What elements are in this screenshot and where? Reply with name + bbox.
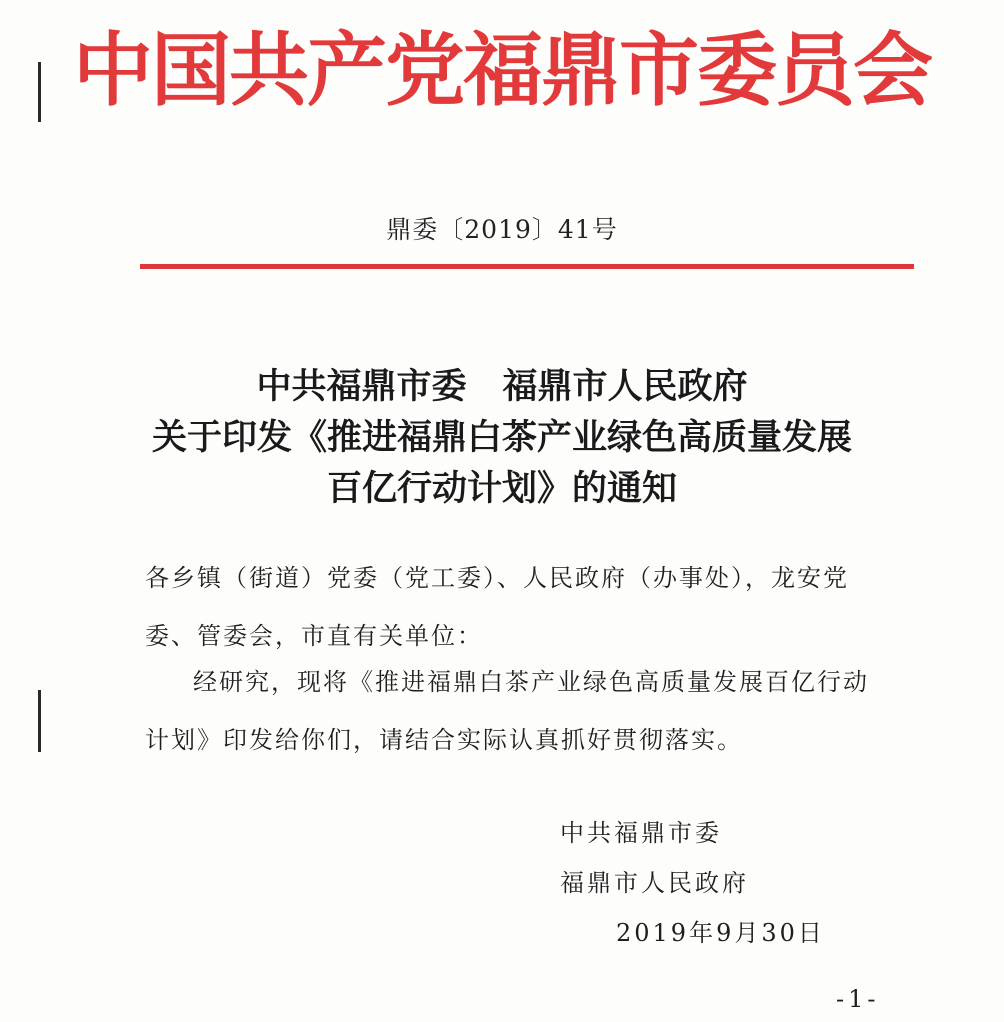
title-line-3: 百亿行动计划》的通知 — [326, 469, 677, 509]
signature-org-government: 福鼎市人民政府 — [560, 869, 749, 897]
signature-date: 2019年9月30日 — [616, 919, 825, 947]
signature-org-party: 中共福鼎市委 — [560, 819, 722, 847]
title-line-2: 关于印发《推进福鼎白茶产业绿色高质量发展 — [151, 418, 852, 458]
title-issuer-government: 福鼎市人民政府 — [502, 367, 748, 407]
title-issuer-party: 中共福鼎市委 — [256, 367, 467, 407]
addressee-block — [145, 549, 915, 665]
paragraph-line-2: 计划》印发给你们，请结合实际认真抓好贯彻落实。 — [145, 726, 743, 754]
binding-mark-middle — [38, 690, 41, 752]
red-header-issuer: 中国共产党福鼎市委员会 — [73, 24, 931, 117]
body-paragraph — [145, 653, 915, 769]
red-separator-line — [140, 264, 914, 269]
addressee-line-2: 委、管委会，市直有关单位： — [145, 622, 483, 650]
signature-block — [560, 808, 825, 958]
paragraph-line-1: 经研究，现将《推进福鼎白茶产业绿色高质量发展百亿行动 — [193, 668, 869, 696]
page-number: -1- — [836, 985, 880, 1013]
document-number: 鼎委〔2019〕41号 — [386, 215, 618, 244]
title-issuers-line — [60, 362, 944, 413]
addressee-line-1: 各乡镇（街道）党委（党工委）、人民政府（办事处），龙安党 — [145, 564, 849, 592]
notice-title — [60, 362, 944, 515]
